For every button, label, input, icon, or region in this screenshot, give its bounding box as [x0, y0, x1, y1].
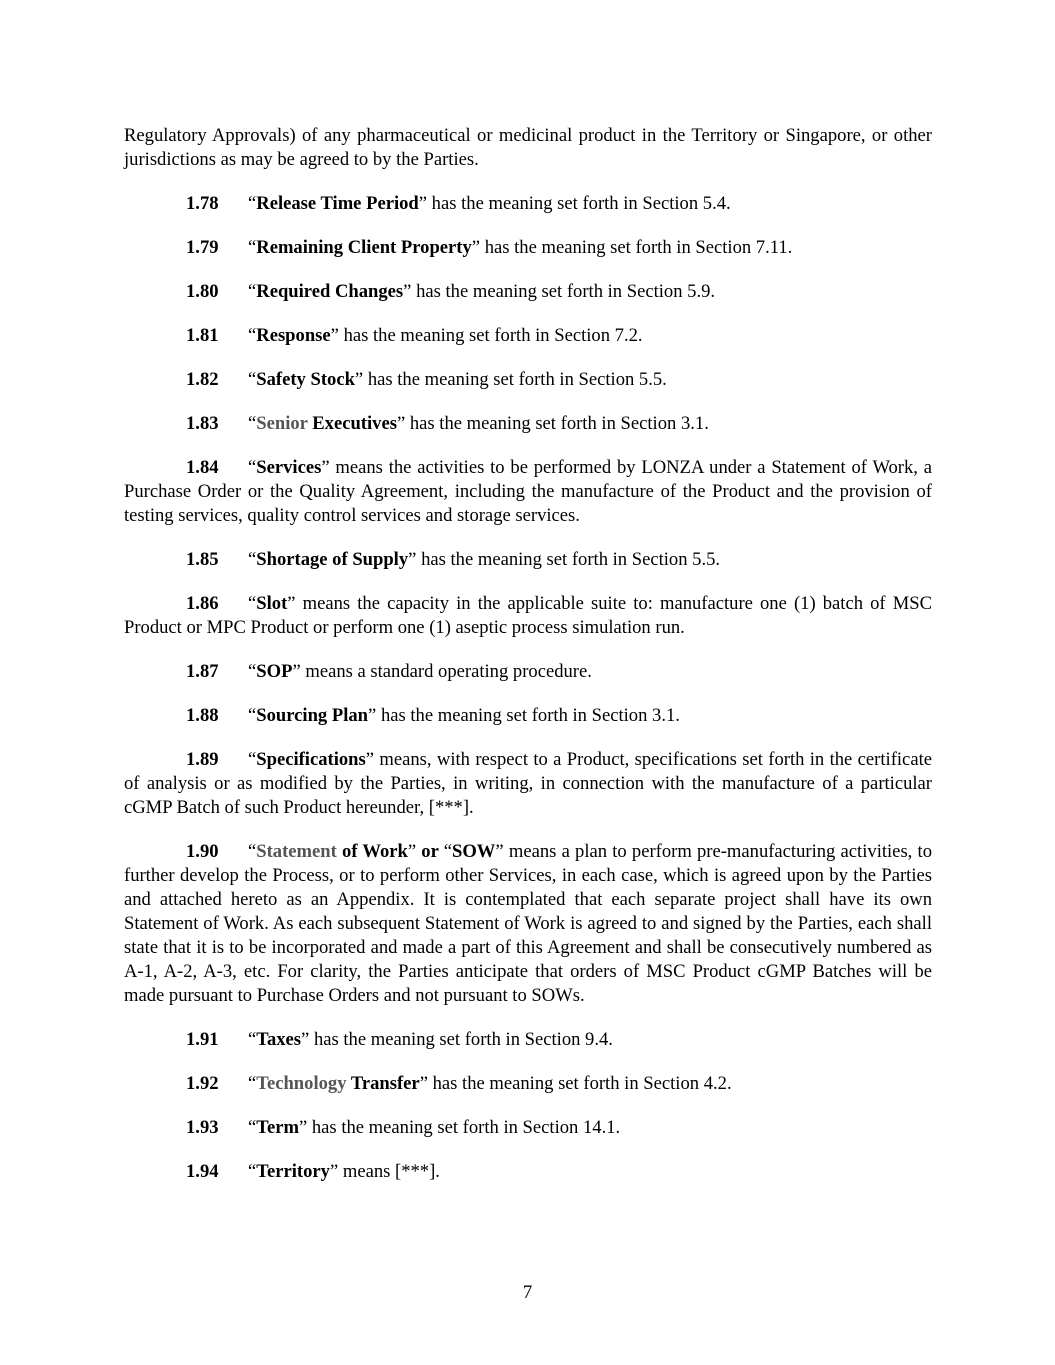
section-number: 1.86	[186, 593, 219, 614]
definition-text: means a plan to perform pre-manufacturing activities, to further develop the Process, or to perform other Services, in each case, which is agreed upon by the Parties and attached hereto as an Appendix. It is contemplated that each separate project shall have its own Statement of Work. As each subsequent Statement of Work is agreed to and signed by the Parties, each shall state that it is to be incorporated and made a part of this Agreement and shall be consecutively numbered as A-1, A-2, A-3, etc. For clarity, the Parties anticipate that orders of MSC Product cGMP Batches will be made pursuant to Purchase Orders and not pursuant to SOWs.	[124, 841, 932, 1006]
defined-term: Specifications	[256, 749, 366, 770]
defined-term-part: Executives	[307, 413, 397, 434]
definition-1-79: 1.79 “Remaining Client Property” has the meaning set forth in Section 7.11.	[186, 237, 793, 258]
section-number: 1.88	[186, 705, 219, 726]
definition-text: has the meaning set forth in Section 7.2.	[338, 325, 643, 346]
definition-text: has the meaning set forth in Section 5.4.	[427, 193, 731, 214]
defined-term: SOP	[256, 661, 293, 682]
section-number: 1.78	[186, 193, 219, 214]
definition-1-94: 1.94 “Territory” means [***].	[186, 1161, 440, 1182]
definition-1-90: 1.90 “Statement of Work” or “SOW” means a plan to perform pre-manufacturing activities, to further develop the Process, or to perform other Services, in each case, which is agreed upon by the Parties and attached hereto as an Appendix. It is contemplated that each separate project shall have its own Statement of Work. As each subsequent Statement of Work is agreed to and signed by the Parties, each shall state that it is to be incorporated and made a part of this Agreement and shall be consecutively numbered as A-1, A-2, A-3, etc. For clarity, the Parties anticipate that orders of MSC Product cGMP Batches will be made pursuant to Purchase Orders and not pursuant to SOWs.	[124, 841, 932, 1006]
defined-term-part: Senior	[256, 413, 308, 434]
definition-text: has the meaning set forth in Section 3.1.	[376, 705, 680, 726]
definition-text: has the meaning set forth in Section 5.5.	[416, 549, 721, 570]
definition-text: has the meaning set forth in Section 14.1.	[307, 1117, 621, 1138]
definition-text: means, with respect to a Product, specifications set forth in the certificate of analysis or as modified by the Parties, in writing, in connection with the manufacture of a particular cGMP Batch of such Product hereunder, [***].	[124, 749, 932, 818]
definition-1-84: 1.84 “Services” means the activities to be performed by LONZA under a Statement of Work, a Purchase Order or the Quality Agreement, including the manufacture of the Product and the provision of testing services, quality control services and storage services.	[124, 457, 932, 526]
defined-term: Response	[256, 325, 331, 346]
definition-1-92: 1.92 “Technology Transfer” has the meaning set forth in Section 4.2.	[186, 1073, 732, 1094]
definition-1-91: 1.91 “Taxes” has the meaning set forth in Section 9.4.	[186, 1029, 613, 1050]
defined-term: Term	[256, 1117, 299, 1138]
definition-1-86: 1.86 “Slot” means the capacity in the applicable suite to: manufacture one (1) batch of MSC Product or MPC Product or perform one (1) aseptic process simulation run.	[124, 593, 932, 638]
section-number: 1.84	[186, 457, 219, 478]
defined-term-part: of Work	[336, 841, 408, 862]
defined-term: Safety Stock	[256, 369, 355, 390]
defined-term: Services	[256, 457, 322, 478]
definition-1-81: 1.81 “Response” has the meaning set forth in Section 7.2.	[186, 325, 643, 346]
definition-1-89: 1.89 “Specifications” means, with respect to a Product, specifications set forth in the certificate of analysis or as modified by the Parties, in writing, in connection with the manufacture of a particular cGMP Batch of such Product hereunder, [***].	[124, 749, 932, 818]
definition-1-85: 1.85 “Shortage of Supply” has the meaning set forth in Section 5.5.	[186, 549, 721, 570]
term-connector: or	[416, 841, 444, 862]
continuation-paragraph: Regulatory Approvals) of any pharmaceutical or medicinal product in the Territory or Singapore, or other jurisdictions as may be agreed to by the Parties.	[124, 125, 932, 170]
section-number: 1.94	[186, 1161, 219, 1182]
section-number: 1.81	[186, 325, 219, 346]
definition-1-87: 1.87 “SOP” means a standard operating procedure.	[186, 661, 592, 682]
section-number: 1.85	[186, 549, 219, 570]
defined-term: Taxes	[256, 1029, 302, 1050]
section-number: 1.79	[186, 237, 219, 258]
section-number: 1.89	[186, 749, 219, 770]
defined-term: Shortage of Supply	[256, 549, 409, 570]
defined-term-part: Statement	[256, 841, 337, 862]
section-number: 1.87	[186, 661, 219, 682]
section-number: 1.92	[186, 1073, 219, 1094]
section-number: 1.93	[186, 1117, 219, 1138]
defined-term: Territory	[256, 1161, 330, 1182]
section-number: 1.83	[186, 413, 219, 434]
definition-1-83: 1.83 “Senior Executives” has the meaning set forth in Section 3.1.	[186, 413, 709, 434]
definition-1-88: 1.88 “Sourcing Plan” has the meaning set forth in Section 3.1.	[186, 705, 680, 726]
definition-text: has the meaning set forth in Section 4.2.	[427, 1073, 732, 1094]
definition-1-80: 1.80 “Required Changes” has the meaning set forth in Section 5.9.	[186, 281, 716, 302]
definition-1-82: 1.82 “Safety Stock” has the meaning set forth in Section 5.5.	[186, 369, 667, 390]
definition-text: means a standard operating procedure.	[300, 661, 592, 682]
section-number: 1.80	[186, 281, 219, 302]
definition-text: means the activities to be performed by LONZA under a Statement of Work, a Purchase Order or the Quality Agreement, including the manufacture of the Product and the provision of testing services, quality control services and storage services.	[124, 457, 932, 526]
defined-term: Remaining Client Property	[256, 237, 472, 258]
section-number: 1.90	[186, 841, 219, 862]
defined-term: SOW	[452, 841, 496, 862]
definition-1-78: 1.78 “Release Time Period” has the meaning set forth in Section 5.4.	[186, 193, 731, 214]
definition-text: means [***].	[338, 1161, 440, 1182]
defined-term: Required Changes	[256, 281, 404, 302]
defined-term-part: Technology	[256, 1073, 347, 1094]
defined-term: Release Time Period	[256, 193, 419, 214]
defined-term: Sourcing Plan	[256, 705, 369, 726]
definition-text: has the meaning set forth in Section 5.9.	[411, 281, 716, 302]
definition-text: has the meaning set forth in Section 7.11.	[480, 237, 793, 258]
definition-text: has the meaning set forth in Section 3.1.	[405, 413, 709, 434]
page-number: 7	[522, 1282, 533, 1303]
definition-1-93: 1.93 “Term” has the meaning set forth in Section 14.1.	[186, 1117, 621, 1138]
document-page	[124, 124, 932, 1204]
section-number: 1.82	[186, 369, 219, 390]
definition-text: has the meaning set forth in Section 9.4.	[309, 1029, 613, 1050]
defined-term: Slot	[256, 593, 288, 614]
definition-text: means the capacity in the applicable suite to: manufacture one (1) batch of MSC Product or MPC Product or perform one (1) aseptic process simulation run.	[124, 593, 932, 638]
definition-text: has the meaning set forth in Section 5.5.	[363, 369, 667, 390]
section-number: 1.91	[186, 1029, 219, 1050]
defined-term-part: Transfer	[346, 1073, 420, 1094]
